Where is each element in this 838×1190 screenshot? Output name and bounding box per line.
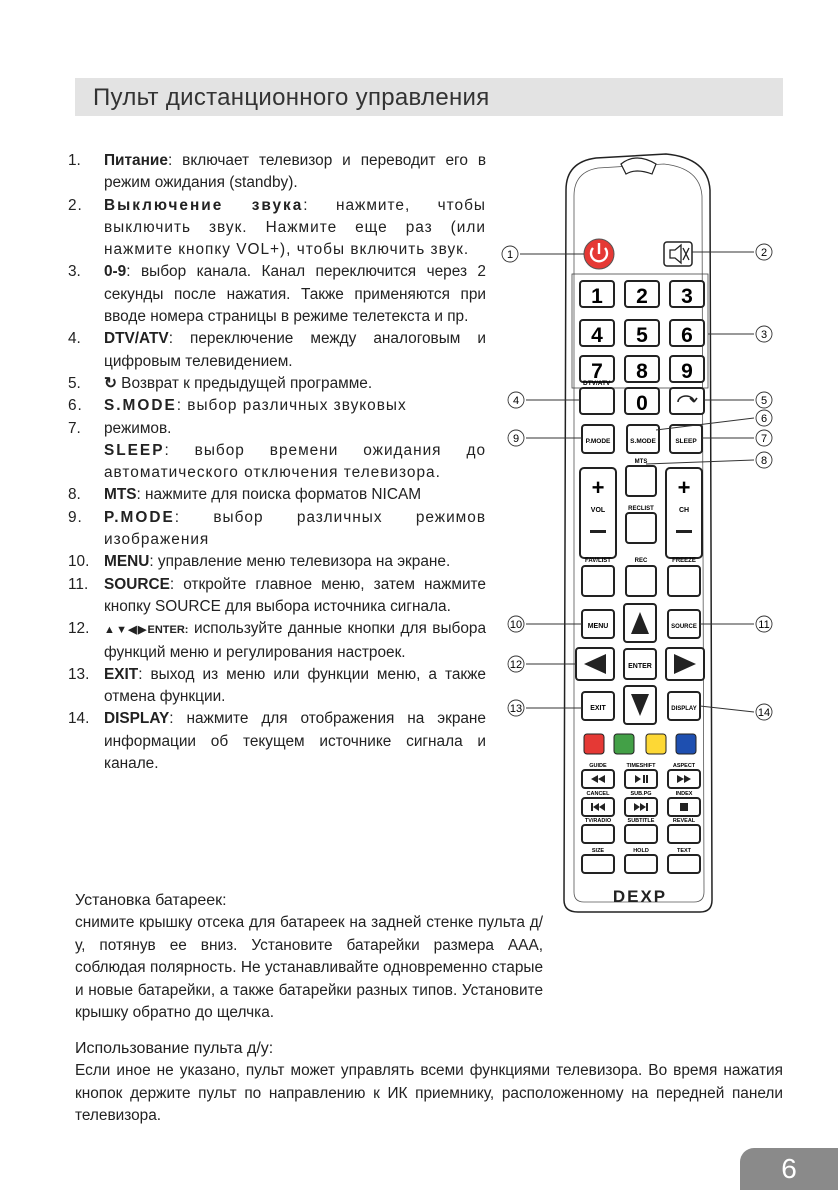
remote-illustration (496, 150, 786, 920)
feature-item (68, 551, 486, 573)
item-text: : выход из меню или функции меню, а также отмена функции. (104, 665, 486, 706)
digit-label: 5 (636, 324, 648, 347)
pmode-label: P.MODE (585, 438, 611, 445)
display-label: DISPLAY (671, 706, 697, 712)
item-text: : откройте главное меню, затем нажмите кнопку SOURCE для выбора источника сигнала. (104, 575, 486, 615)
item-number: 12. (68, 620, 90, 638)
item-number: 8. (68, 486, 81, 504)
digit-label: 7 (591, 360, 603, 383)
vol-label: VOL (590, 507, 606, 514)
item-term: MTS (104, 486, 137, 504)
reveal-label: REVEAL (672, 818, 696, 824)
feature-item (68, 150, 486, 195)
item-number: 14. (68, 710, 90, 728)
item-number: 13. (68, 665, 90, 683)
callout-number: 1 (506, 249, 514, 261)
timeshift-label: TIMESHIFT (626, 763, 656, 769)
callout-number: 5 (760, 395, 768, 407)
callout-number: 14 (757, 707, 771, 719)
feature-item (68, 664, 486, 709)
page-title: Пульт дистанционного управления (93, 84, 490, 111)
callout-number: 11 (758, 619, 770, 631)
item-text: : выбор различных режимов изображения (104, 508, 486, 549)
item-term: ↻ (104, 374, 117, 392)
size-button (582, 855, 614, 873)
digit-label: 9 (681, 360, 693, 383)
feature-item (68, 440, 486, 485)
dtv-atv-button (580, 388, 614, 414)
subtitle-button (625, 825, 657, 843)
text-button (668, 855, 700, 873)
feature-item (68, 373, 486, 395)
size-label: SIZE (591, 848, 605, 854)
dtv-label: DTV/ATV (583, 380, 611, 387)
item-term: Питание (104, 152, 168, 169)
green-button (614, 734, 634, 754)
hold-button (625, 855, 657, 873)
digit-label: 6 (681, 324, 693, 347)
item-text: : нажмите для отображения на экране информации об текущем источнике сигнала и канале. (104, 710, 486, 773)
reveal-button (668, 825, 700, 843)
item-text: режимов. (104, 419, 172, 437)
enter-label: ENTER (628, 663, 652, 670)
callout-number: 8 (760, 455, 768, 467)
callout-number: 9 (512, 433, 520, 445)
callout-number: 13 (509, 703, 523, 715)
item-term: ▲▼◀▶ENTER: (104, 624, 189, 637)
item-text: : нажмите для поиска форматов NICAM (136, 486, 422, 504)
rec-label: REC (634, 558, 648, 564)
callout-number: 2 (760, 247, 768, 259)
callout-number: 12 (509, 659, 523, 671)
item-term: DTV/ATV (104, 330, 169, 348)
usage-heading: Использование пульта д/у: (75, 1040, 274, 1057)
rec-button (626, 566, 656, 596)
favlist-button (582, 566, 614, 596)
item-number: 11. (68, 575, 89, 593)
reclist-button (626, 513, 656, 543)
item-number: 1. (68, 152, 81, 169)
item-number: 3. (68, 263, 81, 281)
blue-button (676, 734, 696, 754)
callout-number: 4 (512, 395, 520, 407)
item-term: Выключение звука (104, 196, 304, 214)
source-label: SOURCE (671, 624, 697, 630)
mute-button (664, 242, 692, 266)
feature-item (68, 195, 486, 262)
feature-item (68, 484, 486, 506)
title-bar (75, 78, 783, 116)
feature-item (68, 618, 486, 664)
digit-label: 3 (681, 285, 693, 308)
vol-plus-icon: + (591, 475, 605, 500)
feature-item (68, 708, 486, 775)
feature-item (68, 574, 486, 619)
subtitle-label: SUBTITLE (627, 818, 655, 824)
digit-label: 1 (591, 285, 603, 308)
freeze-button (668, 566, 700, 596)
vol-minus-icon (590, 530, 606, 533)
callout-number: 7 (760, 433, 768, 445)
item-number: 5. (68, 374, 81, 392)
media-keys (582, 763, 700, 873)
exit-label: EXIT (590, 705, 606, 712)
digit-label: 8 (636, 360, 648, 383)
hold-label: HOLD (633, 848, 649, 854)
sleep-label: SLEEP (675, 438, 697, 445)
stop-icon (680, 803, 688, 811)
item-text: : включает телевизор и переводит его в режим ожидания (standby). (104, 152, 486, 192)
subpg-label: SUB.PG (630, 791, 652, 797)
item-number: 10. (68, 553, 90, 571)
ch-plus-icon: + (677, 475, 691, 500)
freeze-label: FREEZE (672, 558, 696, 564)
digit-label: 2 (636, 285, 648, 308)
item-term: DISPLAY (104, 710, 170, 728)
ch-minus-icon (676, 530, 692, 533)
item-number: 2. (68, 196, 83, 214)
item-number: 7. (68, 419, 81, 437)
return-button (670, 388, 704, 414)
mts-label: MTS (634, 459, 648, 465)
ch-label: CH (678, 507, 690, 514)
item-text: Возврат к предыдущей программе. (116, 374, 373, 392)
item-number: 9. (68, 508, 83, 526)
item-text: : нажмите, чтобы выключить звук. Нажмите еще раз (или нажмите кнопку VOL+), чтобы включить звук. (104, 196, 486, 259)
item-text: используйте данные кнопки для выбора функций меню и регулирования настроек. (104, 620, 487, 661)
feature-item (68, 418, 486, 440)
favlist-label: FAV/LIST (585, 558, 611, 564)
digit-label: 4 (591, 324, 603, 347)
red-button (584, 734, 604, 754)
callout-number: 3 (760, 329, 768, 341)
smode-label: S.MODE (630, 438, 656, 445)
item-text: : выбор канала. Канал переключится через 2 секунды после нажатия. Также применяются при вводе номера страницы в режиме телетекста и пр. (104, 263, 486, 326)
aspect-label: ASPECT (672, 763, 696, 769)
battery-heading: Установка батареек: (75, 892, 227, 909)
guide-label: GUIDE (589, 763, 607, 769)
item-text: : управление меню телевизора на экране. (149, 553, 451, 571)
item-text: : выбор различных звуковых (176, 397, 407, 415)
item-text: : выбор времени ожидания до автоматического отключения телевизора. (104, 441, 486, 482)
usage-text: Если иное не указано, пульт может управлять всеми функциями телевизора. Во время нажатия кнопок держите пульт по направлению к ИК приемнику, расположенному на передней панели телевизора. (75, 1062, 783, 1124)
tvradio-button (582, 825, 614, 843)
item-term: SLEEP (104, 441, 165, 459)
item-text: : переключение между аналоговым и цифровым телевидением. (104, 330, 486, 370)
item-term: MENU (104, 553, 150, 571)
callout-number: 10 (509, 619, 523, 631)
callout-number: 6 (760, 413, 768, 425)
feature-item (68, 328, 486, 373)
reclist-label: RECLIST (628, 506, 654, 512)
item-term: P.MODE (104, 508, 175, 526)
item-term: 0-9 (104, 263, 127, 281)
item-term: SOURCE (104, 575, 170, 593)
battery-text: снимите крышку отсека для батареек на задней стенке пульта д/у, потянув ее вниз. Установите батарейки размера AAA, соблюдая полярность. Не устанавливайте одновременно старые и новые батарейки, а также батарейки разных типов. Установите крышку обратно до щелчка. (75, 914, 543, 1021)
item-term: EXIT (104, 665, 139, 683)
yellow-button (646, 734, 666, 754)
feature-item (68, 395, 486, 417)
feature-item (68, 507, 486, 552)
item-number: 6. (68, 397, 83, 415)
digit-0-label: 0 (636, 392, 648, 415)
feature-item (68, 261, 486, 328)
cancel-label: CANCEL (586, 791, 610, 797)
menu-label: MENU (587, 623, 609, 630)
tvradio-label: TV/RADIO (584, 818, 612, 824)
mts-button (626, 466, 656, 496)
text-label: TEXT (676, 848, 692, 854)
brand-logo: DEXP (612, 887, 668, 906)
item-term: S.MODE (104, 397, 177, 415)
item-number: 4. (68, 330, 81, 348)
index-label: INDEX (675, 791, 693, 797)
digit-keypad (580, 281, 704, 383)
feature-list (68, 150, 486, 775)
page-number: 6 (740, 1148, 838, 1190)
